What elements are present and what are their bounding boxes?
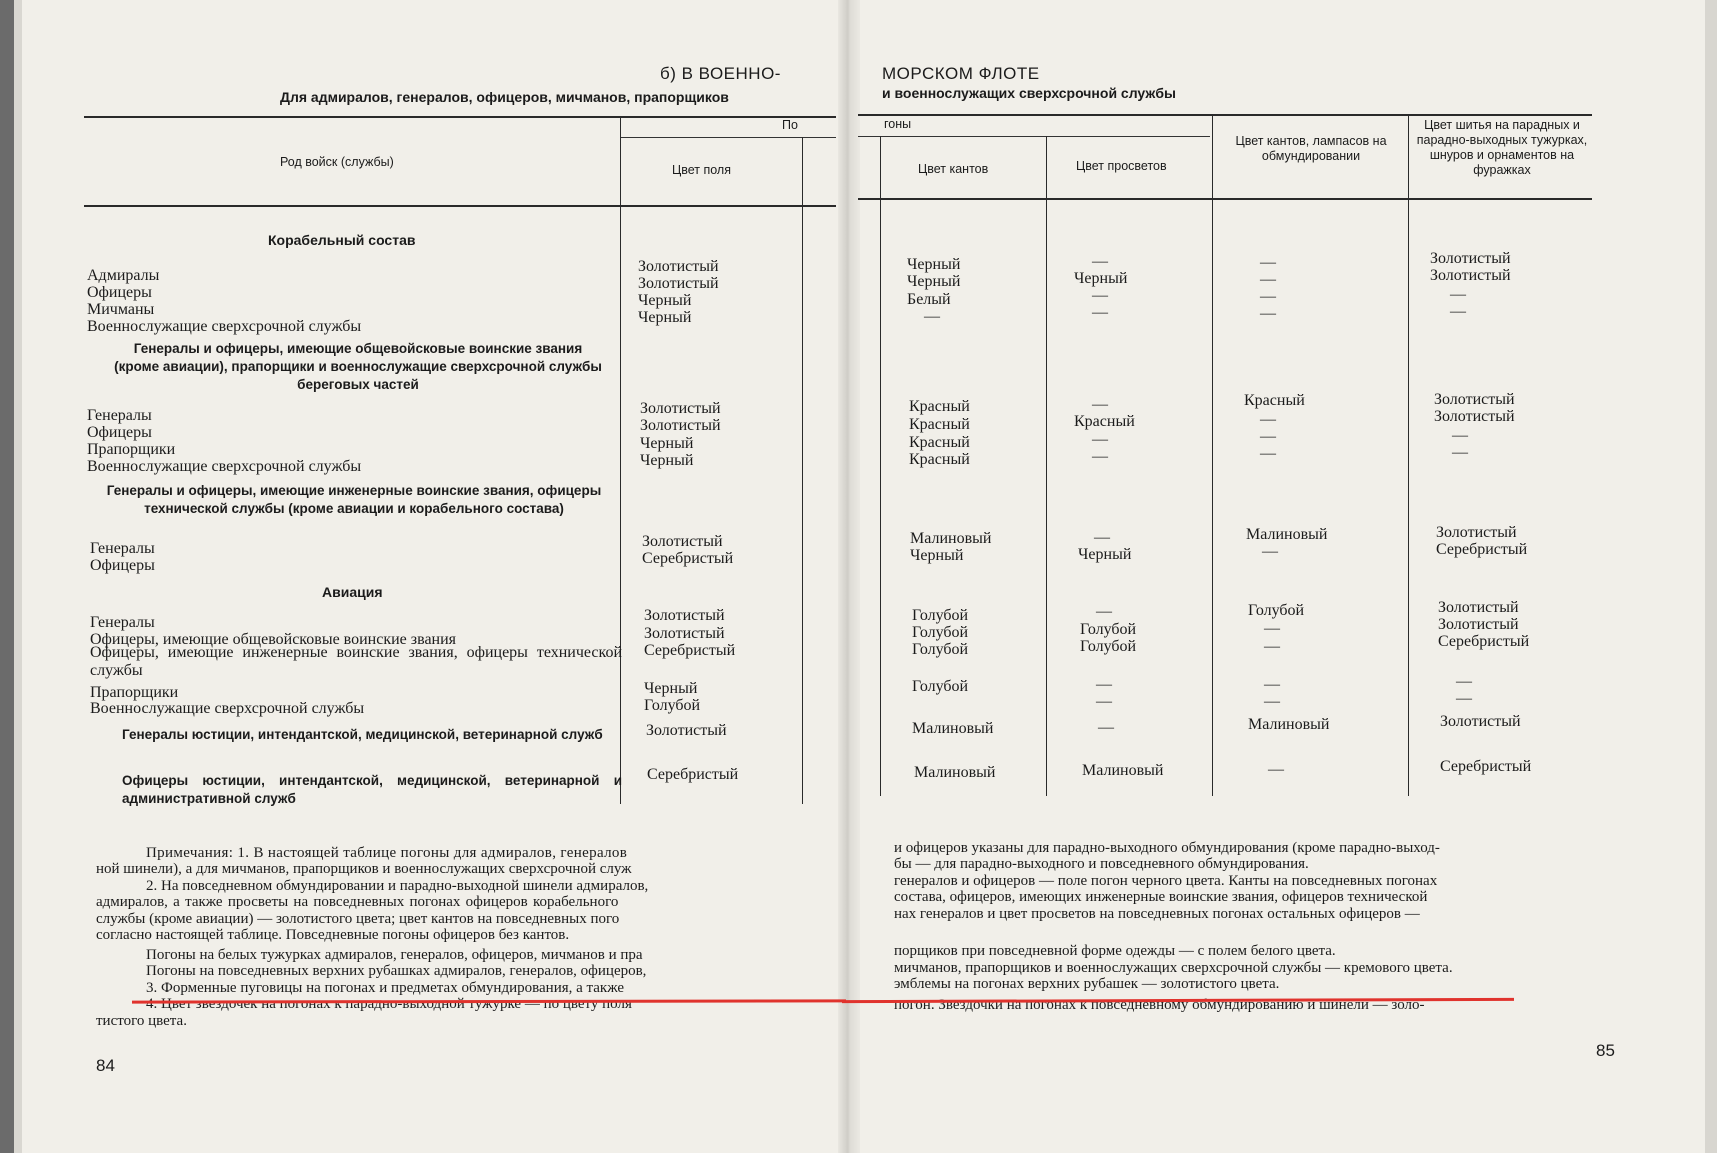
page-number-right: 85	[1596, 1041, 1615, 1060]
stripe-cell: —	[1094, 529, 1110, 546]
row-label: Военнослужащие сверхсрочной службы	[87, 458, 362, 475]
uniform-piping-cell: —	[1260, 254, 1276, 271]
embroidery-cell: —	[1456, 690, 1472, 707]
caption-left: б) В ВОЕННО-	[660, 64, 781, 83]
note-line: нах генералов и цвет просветов на повседневных погонах остальных офицеров —	[894, 906, 1420, 922]
book-edge-inner	[14, 0, 22, 1153]
row-label: Генералы	[90, 614, 155, 631]
note-line: порщиков при повседневной форме одежды — с полем белого цвета.	[894, 943, 1336, 959]
piping-cell: Красный	[909, 398, 970, 415]
embroidery-cell: Золотистый	[1434, 408, 1515, 425]
section-heading-coastal: Генералы и офицеры, имеющие общевойсковые воинские звания (кроме авиации), прапорщики и военнослужащие сверхсрочной службы береговых частей	[114, 341, 602, 392]
uniform-piping-cell: Красный	[1244, 392, 1305, 409]
row-label: Адмиралы	[87, 267, 160, 284]
note-line: 3. Форменные пуговицы на погонах и предметах обмундирования, а также	[146, 980, 625, 996]
embroidery-cell: Золотистый	[1434, 391, 1515, 408]
row-label: Военнослужащие сверхсрочной службы	[90, 700, 365, 717]
header-pogony-right: гоны	[884, 117, 912, 131]
note-line: ной шинели), а для мичманов, прапорщиков и военнослужащих сверхсрочной служ	[96, 861, 632, 877]
note-line: Погоны на белых тужурках адмиралов, генералов, офицеров, мичманов и пра	[146, 947, 643, 963]
book-edge-left	[0, 0, 14, 1153]
field-color-cell: Голубой	[644, 697, 701, 714]
embroidery-cell: —	[1456, 673, 1472, 690]
section-heading-aviation: Авиация	[322, 584, 383, 600]
field-color-cell: Черный	[640, 452, 694, 469]
embroidery-cell: Золотистый	[1440, 713, 1521, 730]
stripe-cell: Красный	[1074, 413, 1135, 430]
header-uniform-piping: Цвет кантов, лампасов на обмундировании	[1235, 134, 1387, 163]
note-line: согласно настоящей таблице. Повседневные погоны офицеров без кантов.	[96, 927, 570, 943]
embroidery-cell: —	[1452, 444, 1468, 461]
field-color-cell: Золотистый	[644, 607, 725, 624]
field-color-cell: Золотистый	[638, 275, 719, 292]
section-heading-justice-generals: Генералы юстиции, интендантской, медицинской, ветеринарной служб	[122, 727, 603, 742]
piping-cell: Красный	[909, 434, 970, 451]
stripe-cell: —	[1092, 304, 1108, 321]
field-color-cell: Серебристый	[644, 642, 736, 659]
piping-cell: Голубой	[912, 678, 969, 695]
note-line: состава, офицеров, имеющих инженерные воинские звания, офицеров технической	[894, 889, 1428, 905]
section-heading-ship: Корабельный состав	[268, 232, 416, 248]
header-field-color: Цвет поля	[672, 163, 731, 177]
field-color-cell: Черный	[644, 680, 698, 697]
stripe-cell: —	[1092, 396, 1108, 413]
field-color-cell: Золотистый	[642, 533, 723, 550]
stripe-cell: —	[1098, 719, 1114, 736]
note-line: адмиралов, а также просветы на повседневных погонах офицеров корабельного	[96, 894, 619, 910]
header-bottom-rule	[84, 205, 836, 207]
field-color-cell: Золотистый	[638, 258, 719, 275]
note-line: Примечания: 1. В настоящей таблице погоны для адмиралов, генералов	[146, 845, 628, 861]
note-line: Погоны на повседневных верхних рубашках адмиралов, генералов, офицеров,	[146, 963, 647, 979]
piping-cell: Малиновый	[914, 764, 996, 781]
caption-right: МОРСКОМ ФЛОТЕ	[882, 64, 1040, 83]
stripe-cell: Черный	[1078, 546, 1132, 563]
note-line: 2. На повседневном обмундировании и парадно-выходной шинели адмиралов,	[146, 878, 649, 894]
note-line: службы (кроме авиации) — золотистого цвета; цвет кантов на повседневных пого	[96, 911, 620, 927]
column-divider-4	[1046, 136, 1047, 796]
embroidery-cell: —	[1452, 427, 1468, 444]
field-color-cell: Черный	[638, 292, 692, 309]
row-label: Офицеры	[87, 424, 152, 441]
stripe-cell: —	[1092, 287, 1108, 304]
note-line: 4. Цвет звездочек на погонах к парадно-выходной тужурке — по цвету поля	[146, 996, 632, 1012]
subtitle-right: и военнослужащих сверхсрочной службы	[882, 85, 1176, 101]
piping-cell: Голубой	[912, 624, 969, 641]
table-top-rule	[858, 114, 1592, 116]
stripe-cell: —	[1092, 431, 1108, 448]
header-inner-rule	[858, 136, 1210, 137]
piping-cell: Черный	[907, 256, 961, 273]
row-label: Военнослужащие сверхсрочной службы	[87, 318, 362, 335]
column-divider-1	[620, 116, 621, 804]
stripe-cell: Черный	[1074, 270, 1128, 287]
book-edge-right	[1705, 0, 1717, 1153]
embroidery-cell: Серебристый	[1436, 541, 1528, 558]
uniform-piping-cell: —	[1260, 288, 1276, 305]
page-number-left: 84	[96, 1056, 115, 1075]
piping-cell: Черный	[910, 547, 964, 564]
piping-cell: Голубой	[912, 607, 969, 624]
uniform-piping-cell: —	[1264, 676, 1280, 693]
header-branch: Род войск (службы)	[280, 155, 394, 169]
stripe-cell: Малиновый	[1082, 762, 1164, 779]
header-embroidery: Цвет шитья на парадных и парадно-выходных тужурках, шнуров и орнаментов на фуражках	[1416, 118, 1588, 177]
embroidery-cell: Золотистый	[1430, 250, 1511, 267]
row-label: Генералы	[90, 540, 155, 557]
embroidery-cell: Серебристый	[1438, 633, 1530, 650]
embroidery-cell: —	[1450, 286, 1466, 303]
note-line: погон. Звездочки на погонах к повседневному обмундированию и шинели — золо-	[894, 997, 1425, 1013]
stripe-cell: —	[1096, 693, 1112, 710]
piping-cell: —	[924, 308, 940, 325]
uniform-piping-cell: —	[1260, 305, 1276, 322]
header-inner-rule	[620, 137, 836, 138]
stripe-cell: Голубой	[1080, 638, 1137, 655]
stripe-cell: —	[1092, 448, 1108, 465]
field-color-cell: Золотистый	[646, 722, 727, 739]
piping-cell: Красный	[909, 451, 970, 468]
field-color-cell: Черный	[640, 435, 694, 452]
piping-cell: Голубой	[912, 641, 969, 658]
row-label: Офицеры	[90, 557, 155, 574]
red-underline-left	[132, 999, 846, 1003]
uniform-piping-cell: —	[1260, 445, 1276, 462]
embroidery-cell: Золотистый	[1438, 599, 1519, 616]
section-heading-justice-officers: Офицеры юстиции, интендантской, медицинской, ветеринарной и административной служб	[122, 773, 622, 806]
section-heading-engineering: Генералы и офицеры, имеющие инженерные воинские звания, офицеры технической службы (кроме авиации и корабельного состава)	[106, 483, 602, 516]
row-label: Прапорщики	[90, 684, 179, 701]
row-label: Генералы	[87, 407, 152, 424]
note-line: эмблемы на погонах верхних рубашек — золотистого цвета.	[894, 976, 1280, 992]
piping-cell: Белый	[907, 291, 951, 308]
field-color-cell: Серебристый	[642, 550, 734, 567]
piping-cell: Малиновый	[912, 720, 994, 737]
uniform-piping-cell: —	[1260, 428, 1276, 445]
header-piping-color: Цвет кантов	[918, 162, 989, 176]
row-label: Офицеры, имеющие общевойсковые воинские звания	[90, 631, 457, 648]
uniform-piping-cell: —	[1264, 620, 1280, 637]
embroidery-cell: —	[1450, 303, 1466, 320]
stripe-cell: —	[1096, 676, 1112, 693]
stripe-cell: —	[1096, 603, 1112, 620]
note-line: тистого цвета.	[96, 1013, 187, 1029]
uniform-piping-cell: —	[1260, 271, 1276, 288]
stripe-cell: —	[1092, 253, 1108, 270]
uniform-piping-cell: —	[1268, 761, 1284, 778]
note-line: генералов и офицеров — поле погон черного цвета. Канты на повседневных погонах	[894, 873, 1438, 889]
column-divider-5	[1212, 114, 1213, 796]
uniform-piping-cell: Малиновый	[1246, 526, 1328, 543]
table-top-rule	[84, 116, 836, 118]
field-color-cell: Золотистый	[640, 400, 721, 417]
row-label: Прапорщики	[87, 441, 176, 458]
uniform-piping-cell: —	[1264, 638, 1280, 655]
field-color-cell: Серебристый	[647, 766, 739, 783]
piping-cell: Черный	[907, 273, 961, 290]
field-color-cell: Золотистый	[640, 417, 721, 434]
book-gutter	[838, 0, 860, 1153]
note-line: мичманов, прапорщиков и военнослужащих сверхсрочной службы — кремового цвета.	[894, 960, 1453, 976]
uniform-piping-cell: Голубой	[1248, 602, 1305, 619]
stripe-cell: Голубой	[1080, 621, 1137, 638]
field-color-cell: Черный	[638, 309, 692, 326]
embroidery-cell: Золотистый	[1430, 267, 1511, 284]
uniform-piping-cell: —	[1260, 411, 1276, 428]
subtitle-left: Для адмиралов, генералов, офицеров, мичманов, прапорщиков	[280, 89, 729, 105]
note-line: и офицеров указаны для парадно-выходного обмундирования (кроме парадно-выход-	[894, 840, 1440, 856]
header-pogony-left: По	[782, 118, 798, 132]
embroidery-cell: Золотистый	[1436, 524, 1517, 541]
column-divider-3	[880, 136, 881, 796]
embroidery-cell: Серебристый	[1440, 758, 1532, 775]
piping-cell: Малиновый	[910, 530, 992, 547]
piping-cell: Красный	[909, 416, 970, 433]
embroidery-cell: Золотистый	[1438, 616, 1519, 633]
header-bottom-rule	[858, 198, 1592, 200]
row-label: Мичманы	[87, 301, 155, 318]
row-label: Офицеры	[87, 284, 152, 301]
field-color-cell: Золотистый	[644, 625, 725, 642]
header-stripe-color: Цвет просветов	[1076, 159, 1167, 173]
note-line: бы — для парадно-выходного и повседневного обмундирования.	[894, 856, 1309, 872]
uniform-piping-cell: —	[1262, 543, 1278, 560]
uniform-piping-cell: —	[1264, 693, 1280, 710]
row-label: Офицеры, имеющие инженерные воинские звания, офицеры технической службы	[90, 644, 622, 679]
column-divider-2	[802, 137, 803, 804]
column-divider-6	[1408, 114, 1409, 796]
uniform-piping-cell: Малиновый	[1248, 716, 1330, 733]
